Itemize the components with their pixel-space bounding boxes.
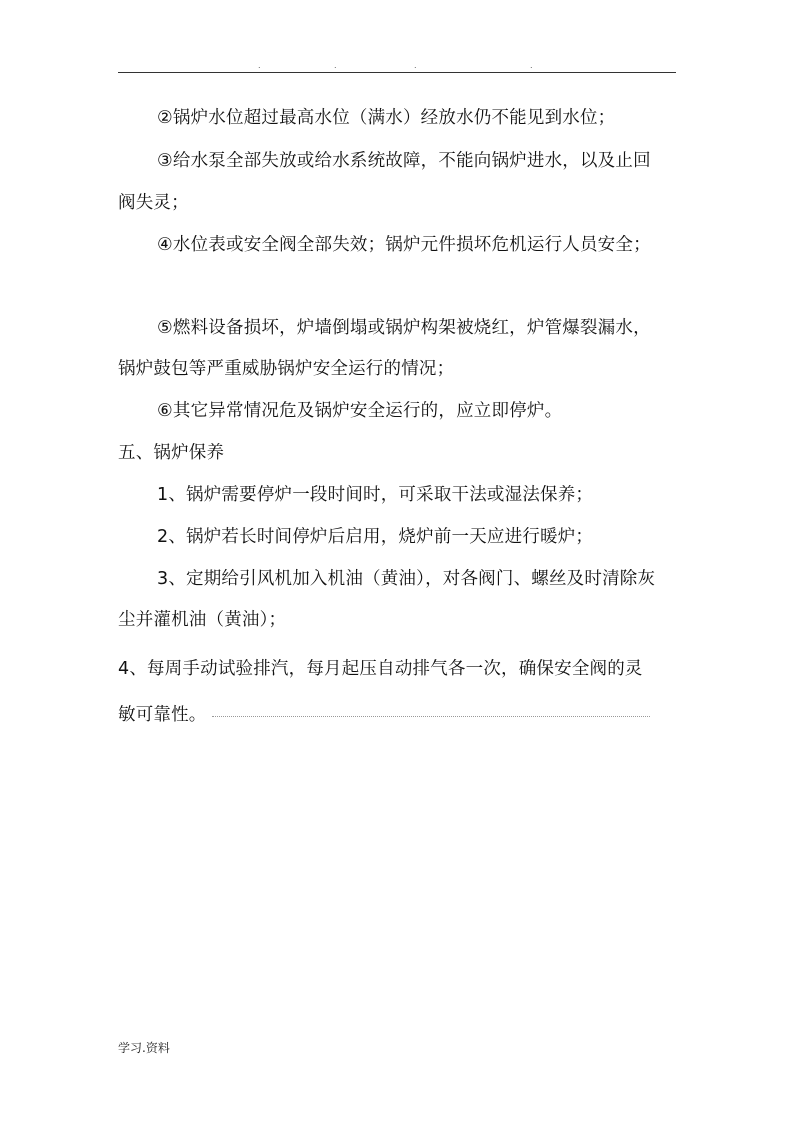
- header-dot: .: [414, 61, 417, 70]
- list-item: 敏可靠性。: [118, 705, 207, 725]
- header-rule: [118, 72, 676, 73]
- list-item: 2、锅炉若长时间停炉后启用，烧炉前一天应进行暖炉；: [157, 527, 594, 547]
- paragraph-line: ⑥其它异常情况危及锅炉安全运行的，应立即停炉。: [157, 401, 563, 421]
- footer-label: 学习.资料: [118, 1041, 170, 1055]
- paragraph-line: ③给水泵全部失放或给水系统故障，不能向锅炉进水，以及止回: [157, 151, 651, 171]
- header-dot: .: [258, 61, 261, 70]
- list-item: 1、锅炉需要停炉一段时间时，可采取干法或湿法保养；: [157, 485, 594, 505]
- paragraph-line: 阀失灵；: [118, 193, 189, 213]
- list-item: 4、每周手动试验排汽，每月起压自动排气各一次，确保安全阀的灵: [118, 659, 643, 679]
- list-item: 3、定期给引风机加入机油（黄油），对各阀门、螺丝及时清除灰: [157, 569, 656, 589]
- header-dot: .: [530, 61, 533, 70]
- paragraph-line: 锅炉鼓包等严重威胁锅炉安全运行的情况；: [118, 359, 455, 379]
- paragraph-line: ②锅炉水位超过最高水位（满水）经放水仍不能见到水位；: [157, 108, 616, 128]
- header-dot: .: [334, 61, 337, 70]
- faint-underline: [212, 716, 650, 717]
- paragraph-line: ④水位表或安全阀全部失效；锅炉元件损坏危机运行人员安全；: [157, 235, 651, 255]
- list-item: 尘并灌机油（黄油）；: [118, 610, 287, 630]
- section-heading: 五、锅炉保养: [118, 443, 225, 463]
- paragraph-line: ⑤燃料设备损坏，炉墙倒塌或锅炉构架被烧红，炉管爆裂漏水，: [157, 318, 651, 338]
